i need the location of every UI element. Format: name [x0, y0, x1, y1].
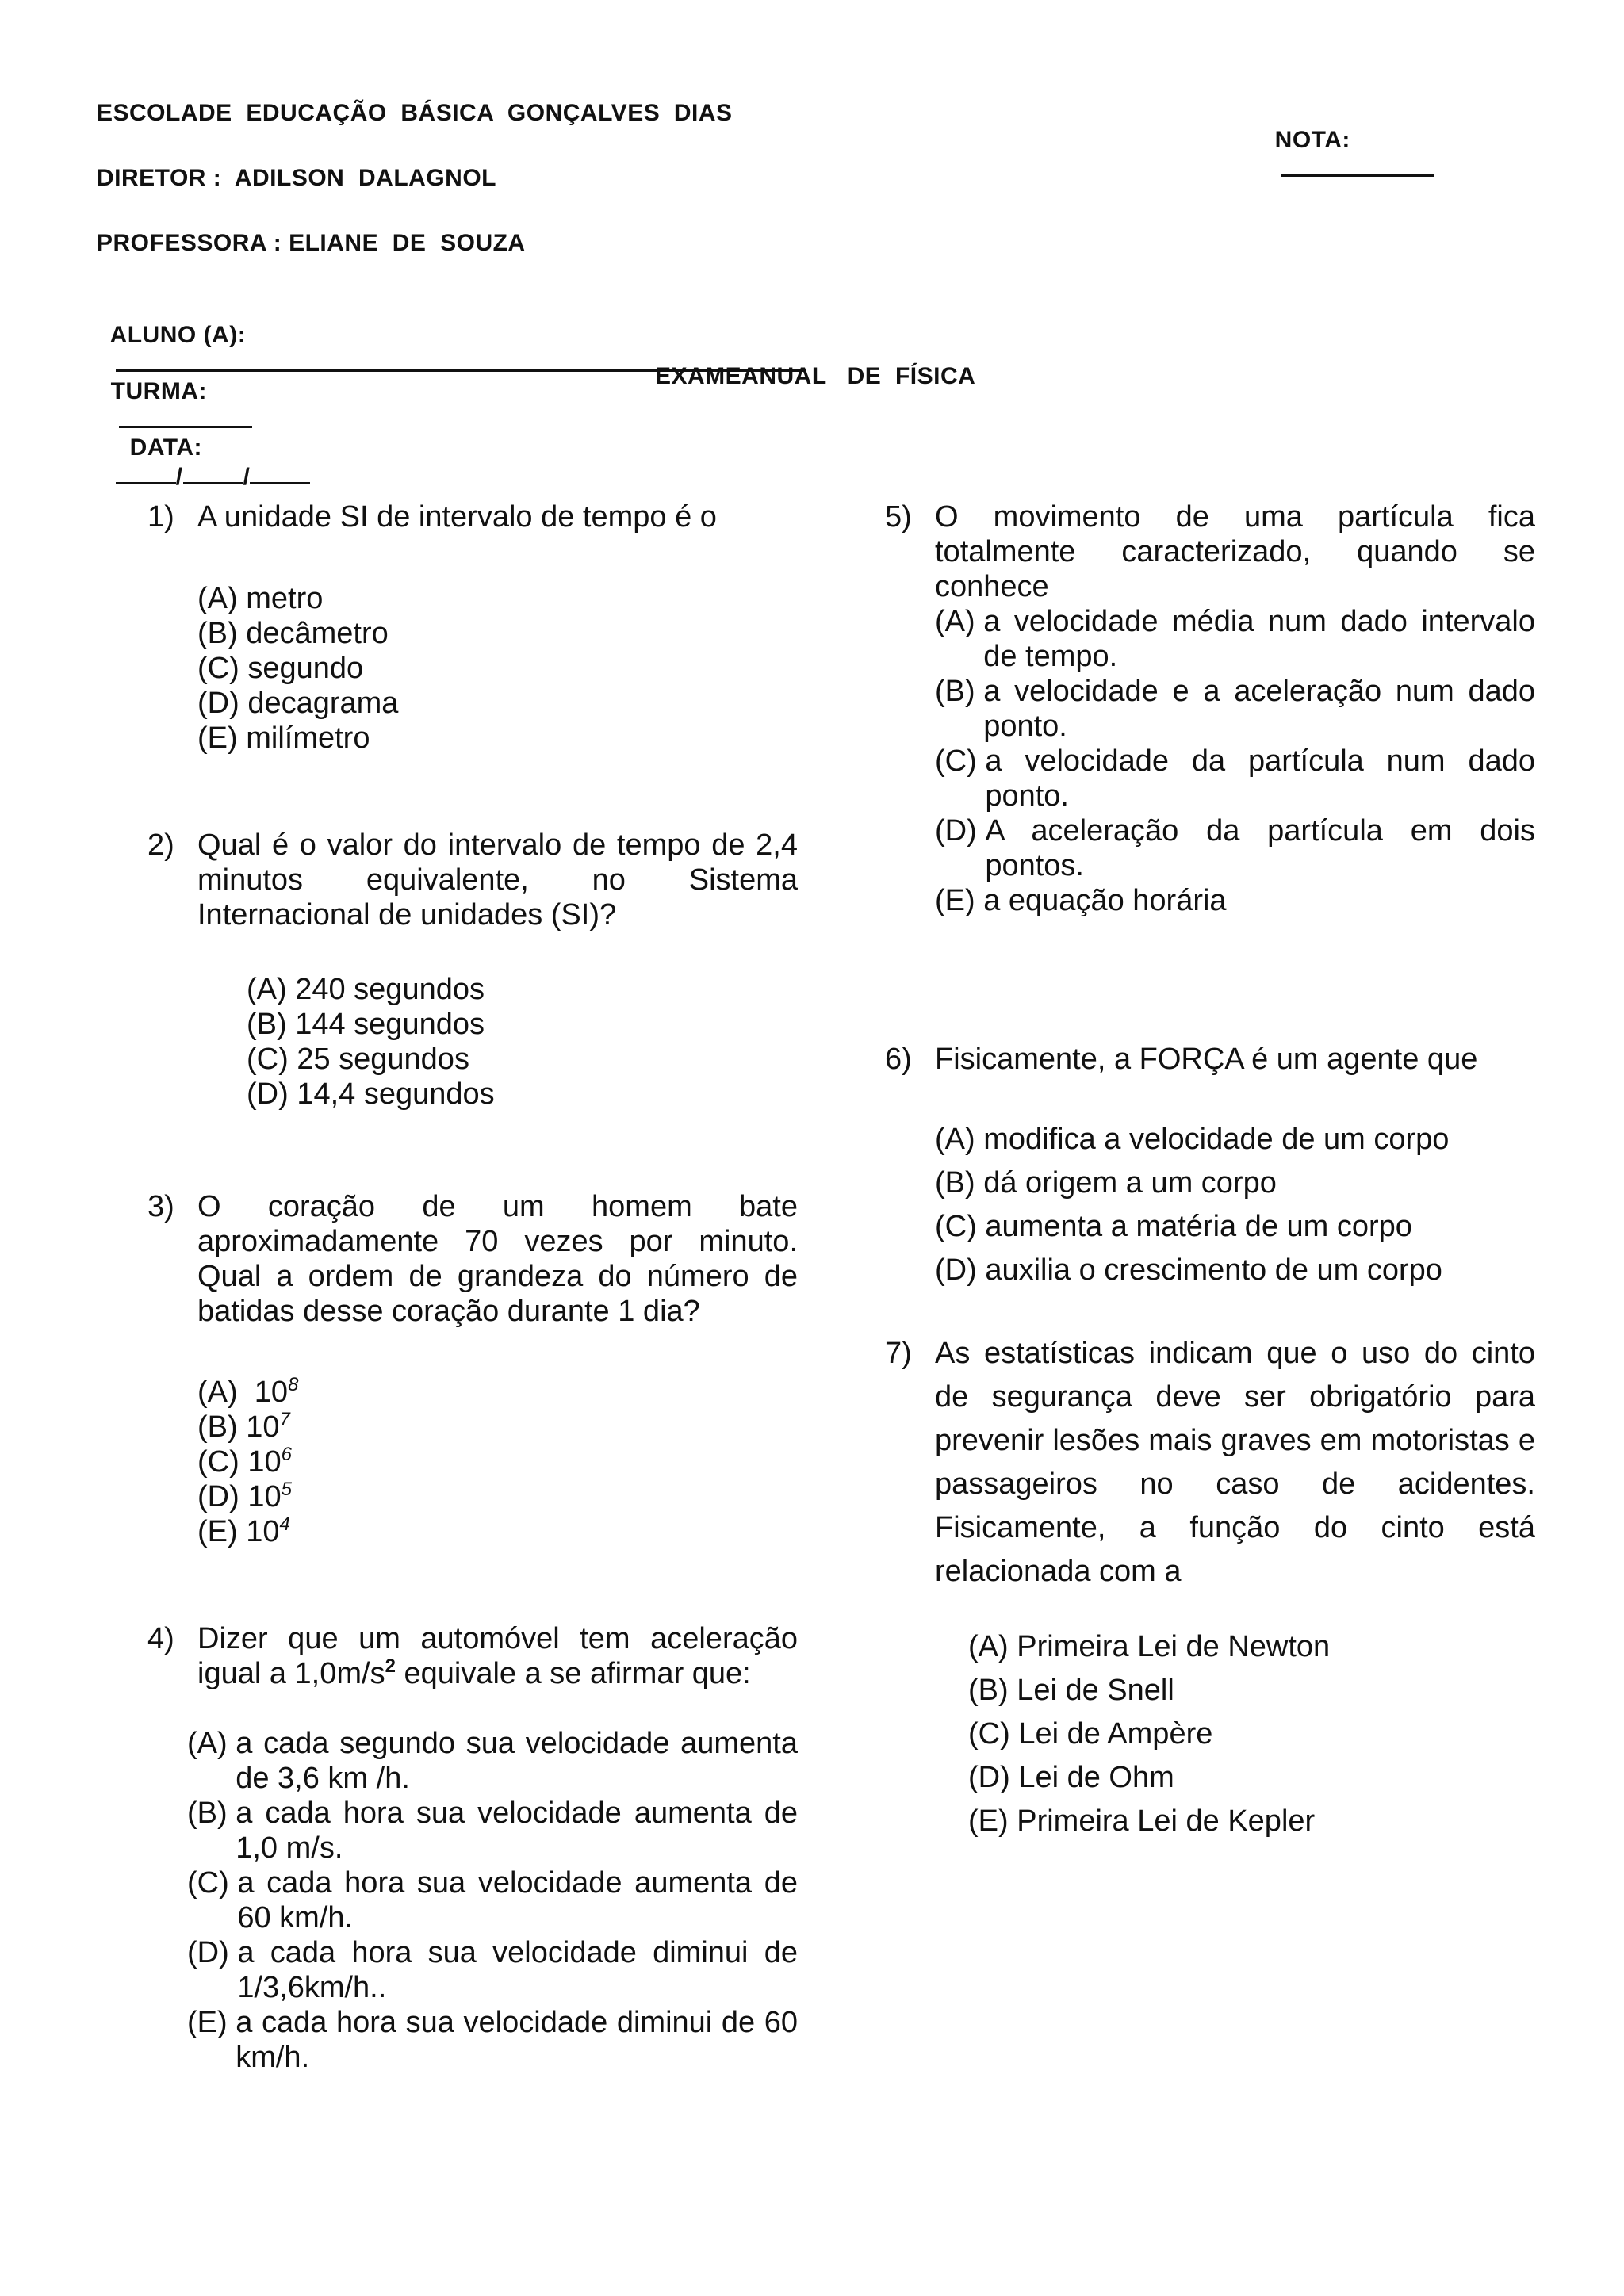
option-text: a velocidade média num dado intervalo de tempo.: [983, 605, 1535, 673]
date-month-blank[interactable]: [183, 461, 243, 484]
option-label: (B): [197, 1410, 247, 1444]
option-label: (B): [968, 1674, 1017, 1707]
option-e[interactable]: [197, 721, 798, 756]
option-text: [246, 1410, 798, 1445]
option-b[interactable]: [197, 616, 798, 651]
question-2: [147, 828, 798, 1112]
teacher-line: PROFESSORA : ELIANE DE SOUZA: [97, 230, 526, 256]
question-stem: [197, 1621, 798, 1691]
option-text: Lei de Ohm: [1018, 1761, 1174, 1794]
option-label: (E): [968, 1804, 1017, 1838]
power-exponent: 5: [281, 1479, 292, 1500]
power-base: 10: [254, 1376, 289, 1409]
question-stem: As estatísticas indicam que o uso do cinto de segurança deve ser obrigatório para prevenir lesões mais graves em motoristas e passageiros no caso de acidentes. Fisicamente, a função do cinto está relacionada com a: [935, 1337, 1535, 1588]
option-text: 25 segundos: [297, 1043, 469, 1076]
option-text: decâmetro: [246, 617, 389, 650]
question-number: 3): [147, 1190, 174, 1223]
date-year-blank[interactable]: [250, 461, 310, 484]
question-stem: Fisicamente, a FORÇA é um agente que: [935, 1043, 1478, 1076]
class-label: TURMA:: [110, 378, 207, 404]
grade-blank[interactable]: [1281, 154, 1434, 177]
stem-exponent: 2: [385, 1655, 396, 1677]
option-label: (A): [968, 1630, 1017, 1663]
option-e[interactable]: [187, 2005, 798, 2075]
question-stem: O coração de um homem bate aproximadamente 70 vezes por minuto. Qual a ordem de grandeza do número de batidas desse coração durante 1 dia?: [197, 1190, 798, 1328]
option-b[interactable]: [247, 1007, 798, 1042]
option-label: (E): [197, 721, 247, 755]
option-c[interactable]: [968, 1712, 1535, 1756]
option-text: 240 segundos: [295, 973, 485, 1006]
option-label: (A): [187, 1727, 236, 1760]
option-text: Primeira Lei de Kepler: [1017, 1804, 1316, 1838]
question-number: 7): [885, 1337, 912, 1370]
option-label: (C): [935, 1210, 986, 1243]
question-7: [885, 1332, 1535, 1843]
option-label: (D): [935, 814, 986, 848]
option-text: a cada hora sua velocidade diminui de 1/3,6km/h..: [237, 1936, 798, 2004]
option-d[interactable]: [197, 1479, 798, 1514]
option-d[interactable]: [197, 686, 798, 721]
option-text: 144 segundos: [295, 1008, 485, 1041]
student-line: [97, 295, 806, 491]
option-label: (D): [187, 1936, 238, 1969]
grade-field: [1261, 100, 1434, 183]
option-text: Lei de Snell: [1017, 1674, 1174, 1707]
option-a[interactable]: [187, 1726, 798, 1796]
question-stem: A unidade SI de intervalo de tempo é o: [197, 500, 717, 534]
student-label: ALUNO (A):: [109, 322, 247, 348]
option-e[interactable]: [935, 883, 1535, 918]
option-e[interactable]: [197, 1514, 798, 1549]
option-c[interactable]: [935, 744, 1535, 813]
class-blank[interactable]: [119, 405, 252, 428]
option-label: (A): [197, 1376, 255, 1409]
option-d[interactable]: [935, 813, 1535, 883]
option-text: a velocidade e a aceleração num dado ponto.: [983, 675, 1535, 743]
option-b[interactable]: [197, 1410, 798, 1445]
option-text: [247, 1479, 798, 1514]
option-text: Lei de Ampère: [1018, 1717, 1213, 1751]
option-c[interactable]: [187, 1866, 798, 1935]
option-text: a equação horária: [983, 884, 1227, 917]
option-label: (D): [935, 1253, 986, 1287]
option-text: auxilia o crescimento de um corpo: [985, 1253, 1442, 1287]
option-c[interactable]: [197, 1445, 798, 1479]
option-text: milímetro: [246, 721, 370, 755]
power-exponent: 4: [279, 1513, 290, 1535]
option-c[interactable]: [935, 1205, 1535, 1249]
option-text: segundo: [247, 652, 364, 685]
option-label: (C): [197, 652, 248, 685]
option-d[interactable]: [968, 1756, 1535, 1800]
question-1: [147, 499, 798, 756]
power-base: 10: [246, 1410, 280, 1444]
date-separator: /: [243, 464, 251, 490]
option-text: Primeira Lei de Newton: [1017, 1630, 1331, 1663]
director-line: DIRETOR : ADILSON DALAGNOL: [97, 165, 496, 191]
option-label: (A): [247, 973, 296, 1006]
option-label: (E): [187, 2006, 236, 2039]
option-text: a cada hora sua velocidade aumenta de 60 km/h.: [237, 1866, 798, 1934]
date-label: DATA:: [129, 434, 203, 461]
option-a[interactable]: [935, 604, 1535, 674]
stem-text: equivale a se afirmar que:: [395, 1657, 751, 1690]
option-text: metro: [246, 582, 324, 615]
option-label: (D): [197, 1480, 248, 1513]
option-text: decagrama: [247, 687, 399, 720]
date-day-blank[interactable]: [116, 461, 176, 484]
question-number: 5): [885, 500, 912, 534]
option-label: (C): [935, 744, 986, 778]
question-number: 6): [885, 1043, 912, 1076]
option-text: [255, 1375, 798, 1410]
power-base: 10: [246, 1515, 280, 1548]
option-d[interactable]: [187, 1935, 798, 2005]
question-number: 4): [147, 1622, 174, 1655]
option-text: [246, 1514, 798, 1549]
option-label: (C): [247, 1043, 297, 1076]
option-text: a cada segundo sua velocidade aumenta de 3,6 km /h.: [236, 1727, 798, 1795]
option-label: (B): [187, 1797, 236, 1830]
option-a[interactable]: [247, 972, 798, 1007]
option-b[interactable]: [935, 674, 1535, 744]
exam-title: EXAMEANUAL DE FÍSICA: [655, 363, 976, 389]
option-a[interactable]: [197, 1375, 798, 1410]
option-label: (B): [197, 617, 247, 650]
grade-label: NOTA:: [1274, 127, 1350, 153]
option-label: (C): [968, 1717, 1019, 1751]
option-text: 14,4 segundos: [297, 1077, 495, 1111]
option-label: (A): [935, 1123, 984, 1156]
question-3: [147, 1189, 798, 1549]
question-stem: Qual é o valor do intervalo de tempo de 2,4 minutos equivalente, no Sistema Internacional de unidades (SI)?: [197, 828, 798, 932]
option-label: (E): [197, 1515, 247, 1548]
option-a[interactable]: [935, 1118, 1535, 1161]
power-exponent: 8: [288, 1374, 299, 1395]
option-text: [247, 1445, 798, 1479]
option-label: (D): [968, 1761, 1019, 1794]
option-label: (A): [935, 605, 984, 638]
question-6: [885, 1042, 1535, 1292]
option-d[interactable]: [935, 1249, 1535, 1292]
power-base: 10: [247, 1480, 282, 1513]
option-label: (D): [247, 1077, 297, 1111]
option-a[interactable]: [197, 581, 798, 616]
option-label: (E): [935, 884, 984, 917]
option-d[interactable]: [247, 1077, 798, 1112]
question-number: 1): [147, 500, 174, 534]
question-5: [885, 499, 1535, 918]
date-separator: /: [175, 464, 183, 490]
option-e[interactable]: [968, 1800, 1535, 1843]
question-4: [147, 1621, 798, 2075]
option-text: a cada hora sua velocidade aumenta de 1,0 m/s.: [236, 1797, 798, 1865]
question-stem: O movimento de uma partícula fica totalmente caracterizado, quando se conhece: [935, 500, 1535, 603]
school-name: ESCOLADE EDUCAÇÃO BÁSICA GONÇALVES DIAS: [97, 100, 733, 126]
option-b[interactable]: [968, 1669, 1535, 1712]
option-b[interactable]: [935, 1161, 1535, 1205]
option-c[interactable]: [197, 651, 798, 686]
option-label: (B): [247, 1008, 296, 1041]
option-text: dá origem a um corpo: [983, 1166, 1277, 1200]
power-exponent: 7: [279, 1409, 290, 1430]
option-text: modifica a velocidade de um corpo: [983, 1123, 1450, 1156]
option-c[interactable]: [247, 1042, 798, 1077]
option-b[interactable]: [187, 1796, 798, 1866]
option-text: A aceleração da partícula em dois pontos.: [985, 814, 1535, 882]
stem-text: Dizer que um automóvel tem aceleração igual a 1,0m/s: [197, 1622, 798, 1690]
option-label: (B): [935, 675, 984, 708]
option-label: (B): [935, 1166, 984, 1200]
question-number: 2): [147, 828, 174, 862]
option-text: a cada hora sua velocidade diminui de 60 km/h.: [236, 2006, 798, 2074]
option-label: (C): [187, 1866, 238, 1900]
power-base: 10: [247, 1445, 282, 1479]
option-text: aumenta a matéria de um corpo: [985, 1210, 1412, 1243]
option-label: (C): [197, 1445, 248, 1479]
option-a[interactable]: [968, 1625, 1535, 1669]
option-label: (A): [197, 582, 247, 615]
power-exponent: 6: [281, 1444, 292, 1465]
option-text: a velocidade da partícula num dado ponto.: [985, 744, 1535, 813]
option-label: (D): [197, 687, 248, 720]
